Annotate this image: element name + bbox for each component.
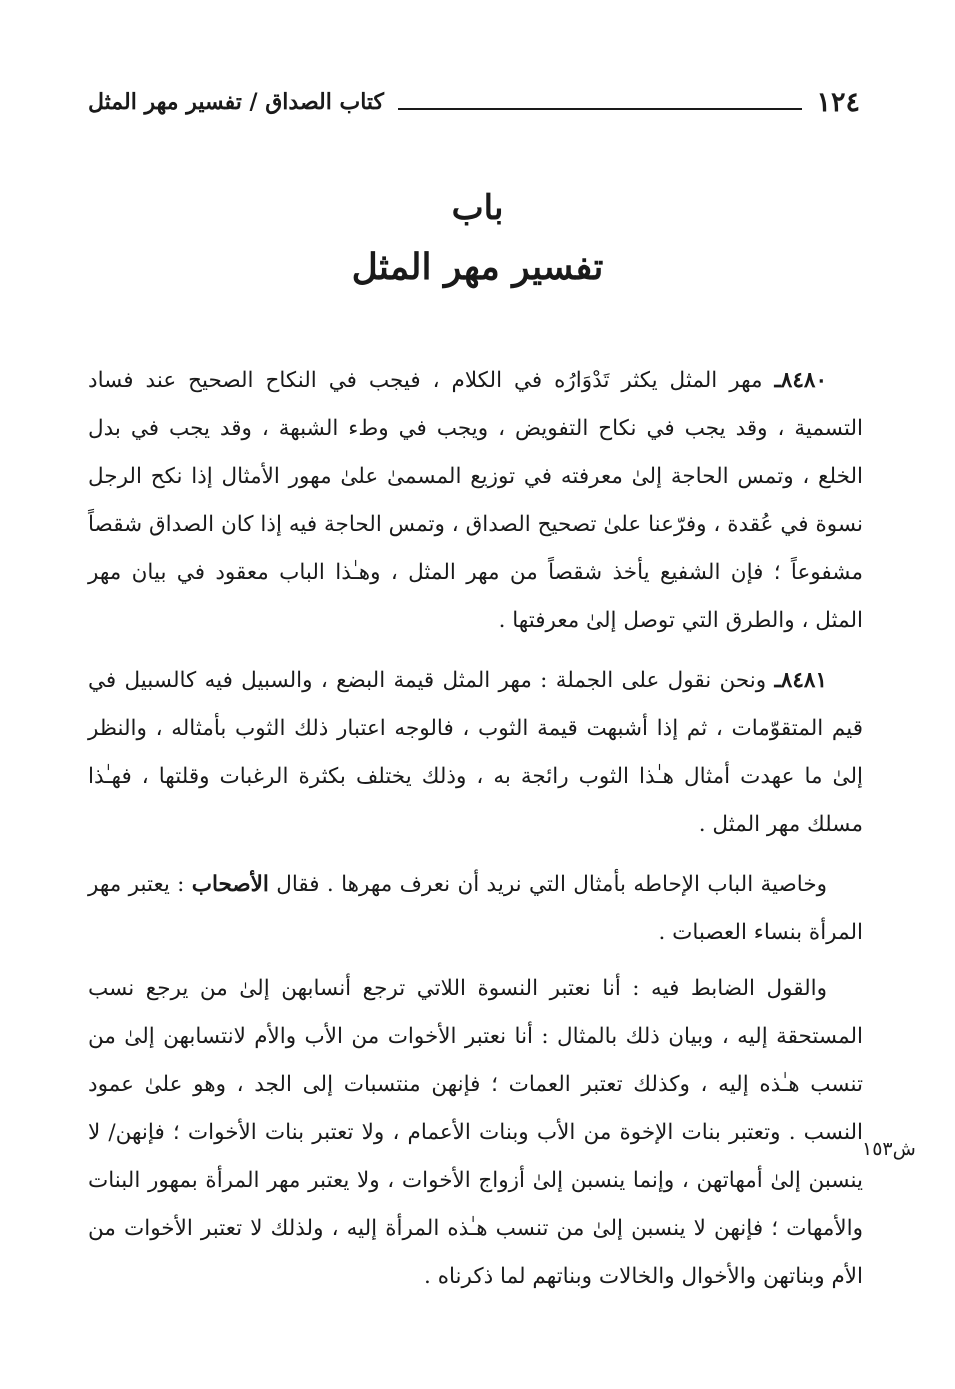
paragraph-8481: [88, 657, 863, 849]
header-rule: [398, 108, 802, 110]
running-header-title: كتاب الصداق / تفسير مهر المثل: [88, 89, 385, 115]
margin-note: ش١٥٣: [862, 1138, 916, 1160]
paragraph-text: : يعتبر مهر المرأة بنساء العصبات .: [88, 872, 863, 945]
paragraph-number: ٨٤٨٠ـ: [774, 368, 827, 393]
paragraph-text: مهر المثل يكثر تَدْوَارُه في الكلام ، فيجب في النكاح الصحيح عند فساد التسمية ، وقد يجب في نكاح التفويض ، ويجب في وطء الشبهة ، وقد يجب في بدل الخلع ، وتمس الحاجة إلىٰ معرفته في توزيع المسمىٰ علىٰ مهور الأمثال إذا نكح الرجل نسوة في عُقدة ، وفرّعنا علىٰ تصحيح الصداق ، وتمس الحاجة فيه إذا كان الصداق شقصاً مشفوعاً ؛ فإن الشفيع يأخذ شقصاً من مهر المثل ، وهـٰذا الباب معقود في بيان مهر المثل ، والطرق التي توصل إلىٰ معرفتها .: [88, 368, 863, 633]
paragraph-number: ٨٤٨١ـ: [774, 668, 827, 693]
page-number: ١٢٤: [816, 86, 860, 118]
paragraph-text: وخاصية الباب الإحاطه بأمثال التي نريد أن نعرف مهرها . فقال: [268, 872, 828, 897]
running-header: [88, 80, 860, 124]
paragraph-8480: [88, 357, 863, 645]
body-text: [88, 357, 863, 1313]
bold-term: الأصحاب: [191, 872, 269, 897]
paragraph-rule: [88, 965, 863, 1301]
chapter-title: تفسير مهر المثل: [351, 246, 604, 288]
paragraph-text: والقول الضابط فيه : أنا نعتبر النسوة اللاتي ترجع أنسابهن إلىٰ من يرجع نسب المستحقة إليه ، وبيان ذلك بالمثال : أنا نعتبر الأخوات من الأب والأم لانتسابهن إلىٰ من تنسب هـٰذه إليه ، وكذلك تعتبر العمات ؛ فإنهن منتسبات إلى الجد ، وهو علىٰ عمود النسب . وتعتبر بنات الإخوة من الأب وبنات الأعمام ، ولا تعتبر بنات الأخوات ؛ فإنهن/ لا ينسبن إلىٰ أمهاتهن ، وإنما ينسبن إلىٰ أزواج الأخوات ، ولا يعتبر مهر المرأة بمهور البنات والأمهات ؛ فإنهن لا ينسبن إلىٰ من تنسب هـٰذه المرأة إليه ، ولذلك لا تعتبر الأخوات من الأم وبناتهن والأخوال والخالات وبناتهم لما ذكرناه .: [88, 976, 863, 1289]
chapter-label: باب: [451, 188, 504, 228]
paragraph-text: ونحن نقول على الجملة : مهر المثل قيمة البضع ، والسبيل فيه كالسبيل في قيم المتقوّمات ، ثم إذا أشبهت قيمة الثوب ، فالوجه اعتبار ذلك الثوب بأمثاله ، والنظر إلىٰ ما عهدت أمثال هـٰذا الثوب رائجة به ، وذلك يختلف بكثرة الرغبات وقلتها ، فهـٰذا مسلك مهر المثل .: [88, 668, 863, 837]
paragraph-ashab: [88, 861, 863, 957]
